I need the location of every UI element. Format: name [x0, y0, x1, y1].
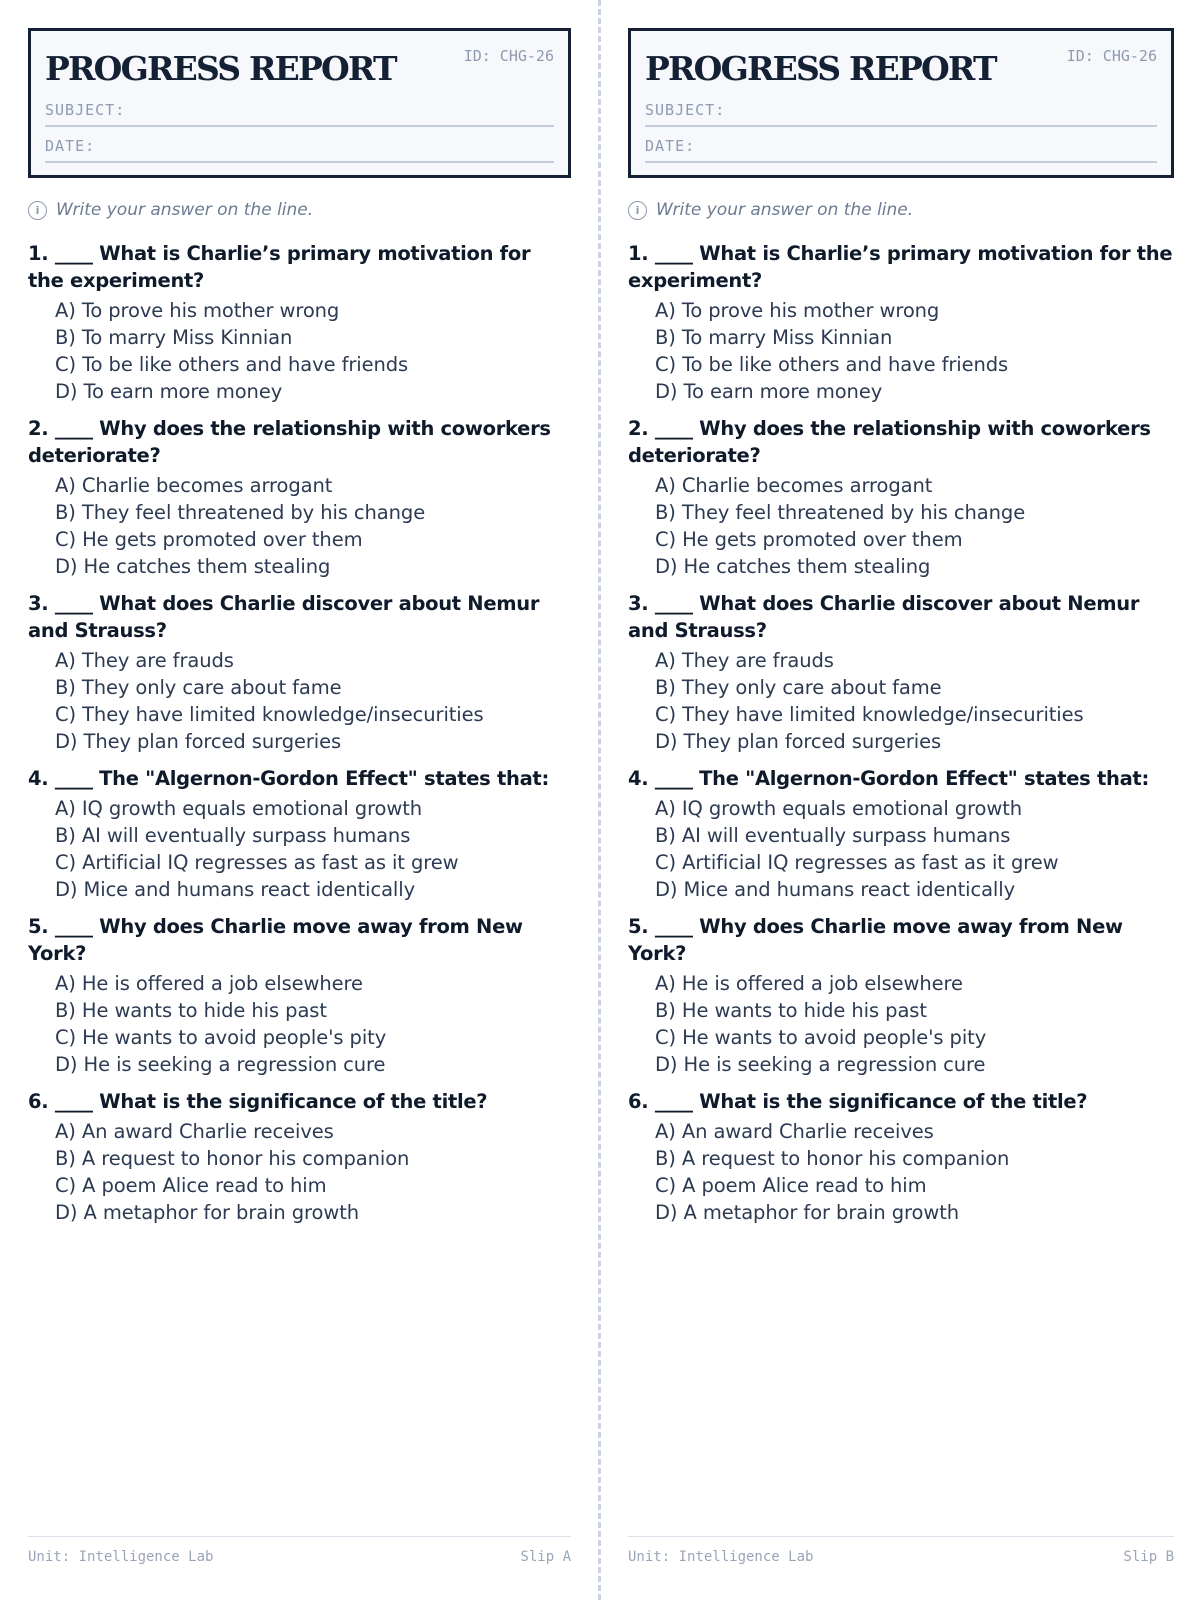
option-list: [28, 795, 571, 903]
question-text: 4. ____ The "Algernon-Gordon Effect" states that:: [628, 767, 1149, 790]
option-a: A) An award Charlie receives: [55, 1120, 334, 1143]
option-a: A) IQ growth equals emotional growth: [55, 797, 423, 820]
date-field[interactable]: DATE:: [645, 137, 1157, 163]
info-icon: i: [628, 201, 647, 220]
option-c: C) He gets promoted over them: [55, 528, 363, 551]
option-d: D) He catches them stealing: [655, 555, 931, 578]
instruction: [628, 200, 913, 220]
option-a: A) To prove his mother wrong: [655, 299, 940, 322]
option-a: A) Charlie becomes arrogant: [655, 474, 933, 497]
instruction: [28, 200, 313, 220]
option-d: D) To earn more money: [655, 380, 883, 403]
question-list: [628, 240, 1174, 1236]
option-d: D) He catches them stealing: [55, 555, 331, 578]
option-list: [28, 1118, 571, 1226]
slip-footer: [28, 1536, 571, 1565]
option-a: A) IQ growth equals emotional growth: [655, 797, 1023, 820]
question-text: 2. ____ Why does the relationship with coworkers deteriorate?: [28, 417, 551, 467]
question-text: 2. ____ Why does the relationship with coworkers deteriorate?: [628, 417, 1151, 467]
option-d: D) He is seeking a regression cure: [655, 1053, 986, 1076]
option-list: [628, 647, 1174, 755]
unit-label: Unit: Intelligence Lab: [28, 1549, 214, 1565]
option-d: D) They plan forced surgeries: [655, 730, 942, 753]
option-c: C) Artificial IQ regresses as fast as it grew: [655, 851, 1059, 874]
report-header: [628, 28, 1174, 178]
question-6: [628, 1088, 1174, 1226]
option-list: [28, 647, 571, 755]
option-list: [28, 970, 571, 1078]
option-a: A) He is offered a job elsewhere: [55, 972, 363, 995]
question-4: [628, 765, 1174, 903]
option-c: C) He wants to avoid people's pity: [55, 1026, 387, 1049]
report-title: PROGRESS REPORT: [45, 49, 396, 88]
option-c: C) To be like others and have friends: [55, 353, 409, 376]
report-title: PROGRESS REPORT: [645, 49, 996, 88]
subject-field[interactable]: SUBJECT:: [645, 101, 1157, 127]
option-b: B) They only care about fame: [55, 676, 342, 699]
option-d: D) A metaphor for brain growth: [655, 1201, 960, 1224]
question-1: [628, 240, 1174, 405]
question-text: 1. ____ What is Charlie’s primary motivation for the experiment?: [628, 242, 1173, 292]
question-6: [28, 1088, 571, 1226]
cut-line-divider: [598, 0, 601, 1600]
option-b: B) They feel threatened by his change: [55, 501, 426, 524]
option-a: A) They are frauds: [55, 649, 234, 672]
option-b: B) A request to honor his companion: [55, 1147, 410, 1170]
question-2: [28, 415, 571, 580]
question-text: 1. ____ What is Charlie’s primary motivation for the experiment?: [28, 242, 531, 292]
question-5: [28, 913, 571, 1078]
option-c: C) Artificial IQ regresses as fast as it grew: [55, 851, 459, 874]
option-d: D) He is seeking a regression cure: [55, 1053, 386, 1076]
option-c: C) They have limited knowledge/insecurities: [55, 703, 484, 726]
option-a: A) He is offered a job elsewhere: [655, 972, 963, 995]
question-3: [28, 590, 571, 755]
slip-label: Slip B: [1123, 1549, 1174, 1565]
unit-label: Unit: Intelligence Lab: [628, 1549, 814, 1565]
option-b: B) They feel threatened by his change: [655, 501, 1026, 524]
subject-field[interactable]: SUBJECT:: [45, 101, 554, 127]
option-b: B) To marry Miss Kinnian: [655, 326, 893, 349]
question-text: 3. ____ What does Charlie discover about Nemur and Strauss?: [28, 592, 540, 642]
option-b: B) A request to honor his companion: [655, 1147, 1010, 1170]
question-text: 5. ____ Why does Charlie move away from New York?: [28, 915, 523, 965]
option-b: B) They only care about fame: [655, 676, 942, 699]
question-4: [28, 765, 571, 903]
question-text: 5. ____ Why does Charlie move away from New York?: [628, 915, 1123, 965]
date-field[interactable]: DATE:: [45, 137, 554, 163]
option-a: A) An award Charlie receives: [655, 1120, 934, 1143]
option-list: [628, 472, 1174, 580]
question-list: [28, 240, 571, 1236]
slip-b: [628, 28, 1174, 1588]
option-c: C) A poem Alice read to him: [655, 1174, 927, 1197]
question-5: [628, 913, 1174, 1078]
option-list: [28, 472, 571, 580]
option-list: [628, 297, 1174, 405]
option-list: [628, 795, 1174, 903]
option-d: D) To earn more money: [55, 380, 283, 403]
option-d: D) They plan forced surgeries: [55, 730, 342, 753]
option-d: D) Mice and humans react identically: [655, 878, 1016, 901]
question-1: [28, 240, 571, 405]
option-a: A) Charlie becomes arrogant: [55, 474, 333, 497]
option-b: B) He wants to hide his past: [655, 999, 927, 1022]
question-text: 6. ____ What is the significance of the title?: [28, 1090, 488, 1113]
option-c: C) They have limited knowledge/insecurities: [655, 703, 1084, 726]
option-b: B) To marry Miss Kinnian: [55, 326, 293, 349]
option-c: C) A poem Alice read to him: [55, 1174, 327, 1197]
instruction-text: Write your answer on the line.: [56, 200, 314, 220]
option-c: C) To be like others and have friends: [655, 353, 1009, 376]
info-icon: i: [28, 201, 47, 220]
option-a: A) To prove his mother wrong: [55, 299, 340, 322]
option-d: D) Mice and humans react identically: [55, 878, 416, 901]
question-text: 3. ____ What does Charlie discover about Nemur and Strauss?: [628, 592, 1140, 642]
option-b: B) AI will eventually surpass humans: [55, 824, 411, 847]
slip-label: Slip A: [520, 1549, 571, 1565]
option-c: C) He gets promoted over them: [655, 528, 963, 551]
option-list: [628, 970, 1174, 1078]
question-3: [628, 590, 1174, 755]
question-text: 4. ____ The "Algernon-Gordon Effect" states that:: [28, 767, 549, 790]
question-text: 6. ____ What is the significance of the title?: [628, 1090, 1088, 1113]
option-a: A) They are frauds: [655, 649, 834, 672]
report-header: [28, 28, 571, 178]
option-b: B) He wants to hide his past: [55, 999, 327, 1022]
question-2: [628, 415, 1174, 580]
option-list: [28, 297, 571, 405]
option-list: [628, 1118, 1174, 1226]
option-b: B) AI will eventually surpass humans: [655, 824, 1011, 847]
slip-a: [28, 28, 571, 1588]
option-d: D) A metaphor for brain growth: [55, 1201, 360, 1224]
document-id: ID: CHG-26: [1066, 47, 1157, 65]
instruction-text: Write your answer on the line.: [656, 200, 914, 220]
document-id: ID: CHG-26: [463, 47, 554, 65]
slip-footer: [628, 1536, 1174, 1565]
option-c: C) He wants to avoid people's pity: [655, 1026, 987, 1049]
